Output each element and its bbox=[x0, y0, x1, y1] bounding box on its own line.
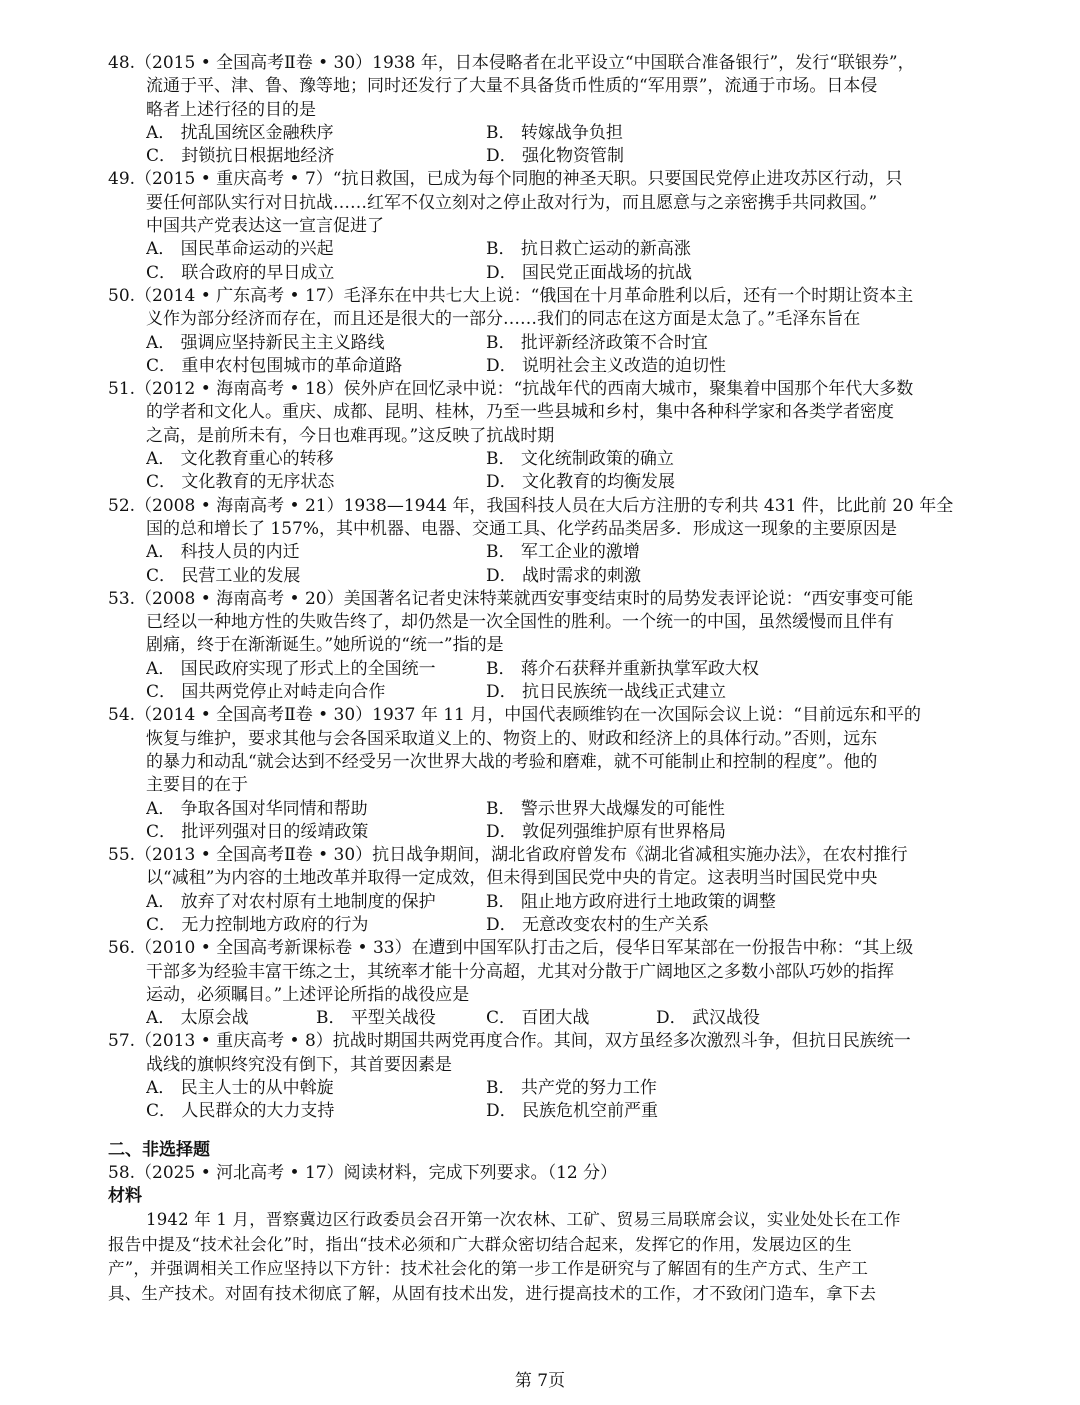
answer-option: D． 武汉战役 bbox=[656, 1008, 761, 1029]
option-list bbox=[108, 332, 978, 379]
question-stem-line: 的暴力和动乱“就会达到不经受另一次世界大战的考验和磨难，就不可能制止和控制的程度”。他的 bbox=[146, 751, 878, 772]
answer-option: C． 无力控制地方政府的行为 bbox=[146, 914, 369, 935]
question-stem-first-line: 51.（2012 • 海南高考 • 18）侯外庐在回忆录中说：“抗战年代的西南大城市，聚集着中国那个年代大多数 bbox=[108, 379, 914, 400]
answer-option: A． 扰乱国统区金融秩序 bbox=[146, 122, 334, 143]
option-list bbox=[108, 448, 978, 495]
question-item bbox=[108, 844, 978, 937]
question-item bbox=[108, 52, 978, 168]
answer-option: D． 无意改变农村的生产关系 bbox=[486, 914, 710, 935]
answer-option: A． 争取各国对华同情和帮助 bbox=[146, 798, 368, 819]
answer-option: D． 战时需求的刺激 bbox=[486, 565, 642, 586]
material-line: 具、生产技术。对固有技术彻底了解，从固有技术出发，进行提高技术的工作，才不致闭门造车，拿下去 bbox=[108, 1283, 877, 1303]
question-item bbox=[108, 704, 978, 844]
question-stem-first-line: 54.（2014 • 全国高考Ⅱ卷 • 30）1937 年 11 月，中国代表顾维钧在一次国际会议上说：“目前远东和平的 bbox=[108, 705, 921, 726]
question-stem-line: 恢复与维护，要求其他与会各国采取道义上的、物资上的、财政和经济上的具体行动。”否则，远东 bbox=[146, 728, 878, 749]
answer-option: D． 说明社会主义改造的迫切性 bbox=[486, 355, 727, 376]
question-item bbox=[108, 937, 978, 1030]
answer-option: A． 放弃了对农村原有土地制度的保护 bbox=[146, 891, 436, 912]
answer-option: B． 共产党的努力工作 bbox=[486, 1078, 657, 1099]
answer-option: C． 封锁抗日根据地经济 bbox=[146, 146, 335, 167]
question-stem-first-line: 53.（2008 • 海南高考 • 20）美国著名记者史沫特莱就西安事变结束时的局势发表评论说：“西安事变可能 bbox=[108, 588, 914, 609]
material-line: 1942 年 1 月，晋察冀边区行政委员会召开第一次农林、工矿、贸易三局联席会议，实业处处长在工作 bbox=[146, 1210, 901, 1230]
question-stem-first-line: 52.（2008 • 海南高考 • 21）1938—1944 年，我国科技人员在大后方注册的专利共 431 件，比此前 20 年全 bbox=[108, 495, 954, 516]
answer-option: B． 转嫁战争负担 bbox=[486, 122, 623, 143]
answer-option: C． 百团大战 bbox=[486, 1008, 590, 1029]
section-title: 二、非选择题 bbox=[108, 1139, 210, 1160]
question-stem-line: 略者上述行径的目的是 bbox=[146, 99, 316, 120]
answer-option: C． 民营工业的发展 bbox=[146, 565, 301, 586]
answer-option: D． 抗日民族统一战线正式建立 bbox=[486, 682, 727, 703]
material-line: 报告中提及“技术社会化”时，指出“技术必须和广大群众密切结合起来，发挥它的作用，发展边区的生 bbox=[108, 1234, 853, 1254]
question-stem-line: 中国共产党表达这一宣言促进了 bbox=[146, 216, 384, 237]
answer-option: C． 联合政府的早日成立 bbox=[146, 262, 335, 283]
answer-option: D． 强化物资管制 bbox=[486, 146, 625, 167]
answer-option: D． 文化教育的均衡发展 bbox=[486, 472, 676, 493]
question-content bbox=[108, 52, 978, 1306]
question-stem-line: 战线的旗帜终究没有倒下，其首要因素是 bbox=[146, 1054, 452, 1075]
question-stem-first-line: 56.（2010 • 全国高考新课标卷 • 33）在遭到中国军队打击之后，侵华日军某部在一份报告中称：“其上级 bbox=[108, 938, 914, 959]
answer-option: B． 军工企业的激增 bbox=[486, 542, 640, 563]
question-stem-line: 以“减租”为内容的土地改革并取得一定成效，但未得到国民党中央的肯定。这表明当时国民党中央 bbox=[146, 868, 878, 889]
answer-option: A． 国民政府实现了形式上的全国统一 bbox=[146, 658, 436, 679]
answer-option: B． 平型关战役 bbox=[316, 1008, 436, 1029]
question-item bbox=[108, 378, 978, 494]
question-stem-line: 流通于平、津、鲁、豫等地；同时还发行了大量不具备货币性质的“军用票”，流通于市场。日本侵 bbox=[146, 76, 878, 97]
answer-option: C． 重申农村包围城市的革命道路 bbox=[146, 355, 403, 376]
option-list bbox=[108, 1007, 978, 1030]
question-stem-line: 剧痛，终于在渐渐诞生。”她所说的“统一”指的是 bbox=[146, 635, 504, 656]
question-item bbox=[108, 285, 978, 378]
answer-option: D． 国民党正面战场的抗战 bbox=[486, 262, 693, 283]
answer-option: A． 国民革命运动的兴起 bbox=[146, 239, 334, 260]
answer-option: B． 阻止地方政府进行土地政策的调整 bbox=[486, 891, 776, 912]
answer-option: B． 文化统制政策的确立 bbox=[486, 449, 674, 470]
question-stem-line: 要任何部队实行对日抗战……红军不仅立刻对之停止敌对行为，而且愿意与之亲密携手共同救国。” bbox=[146, 192, 878, 213]
answer-option: A． 科技人员的内迁 bbox=[146, 542, 300, 563]
page-number: 第 7页 bbox=[514, 1371, 566, 1391]
material-line: 产”，并强调相关工作应坚持以下方针：技术社会化的第一步工作是研究与了解固有的生产方式、生产工 bbox=[108, 1259, 869, 1279]
answer-option: B． 警示世界大战爆发的可能性 bbox=[486, 798, 725, 819]
answer-option: A． 民主人士的从中斡旋 bbox=[146, 1078, 334, 1099]
question-stem-line: 主要目的在于 bbox=[146, 775, 248, 796]
option-list bbox=[108, 798, 978, 845]
question-stem-line: 的学者和文化人。重庆、成都、昆明、桂林，乃至一些县城和乡村，集中各种科学家和各类学者密度 bbox=[146, 402, 894, 423]
question-stem-line: 运动，必须瞩目。”上述评论所指的战役应是 bbox=[146, 984, 470, 1005]
question-58-stem: 58.（2025 • 河北高考 • 17）阅读材料，完成下列要求。（12 分） bbox=[108, 1162, 618, 1183]
answer-option: D． 敦促列强维护原有世界格局 bbox=[486, 821, 727, 842]
option-list bbox=[108, 122, 978, 169]
answer-option: B． 蒋介石获释并重新执掌军政大权 bbox=[486, 658, 759, 679]
answer-option: D． 民族危机空前严重 bbox=[486, 1101, 659, 1122]
material-label: 材料 bbox=[108, 1185, 142, 1206]
option-list bbox=[108, 238, 978, 285]
answer-option: A． 文化教育重心的转移 bbox=[146, 449, 334, 470]
question-stem-line: 义作为部分经济而存在，而且还是很大的一部分……我们的同志在这方面是太急了。”毛泽东旨在 bbox=[146, 309, 861, 330]
question-item bbox=[108, 495, 978, 588]
answer-option: C． 批评列强对日的绥靖政策 bbox=[146, 821, 369, 842]
question-stem-first-line: 48.（2015 • 全国高考Ⅱ卷 • 30）1938 年，日本侵略者在北平设立“中国联合准备银行”，发行“联银券”， bbox=[108, 53, 915, 73]
question-stem-first-line: 55.（2013 • 全国高考Ⅱ卷 • 30）抗日战争期间，湖北省政府曾发布《湖北省减租实施办法》，在农村推行 bbox=[108, 845, 908, 866]
question-stem-line: 已经以一种地方性的失败告终了，却仍然是一次全国性的胜利。一个统一的中国，虽然缓慢而且伴有 bbox=[146, 612, 894, 633]
material-text bbox=[108, 1208, 978, 1306]
answer-option: A． 太原会战 bbox=[146, 1008, 249, 1029]
option-list bbox=[108, 658, 978, 705]
answer-option: B． 抗日救亡运动的新高涨 bbox=[486, 239, 691, 260]
answer-option: C． 国共两党停止对峙走向合作 bbox=[146, 682, 386, 703]
option-list bbox=[108, 891, 978, 938]
answer-option: A． 强调应坚持新民主主义路线 bbox=[146, 332, 385, 353]
question-item bbox=[108, 1030, 978, 1123]
option-list bbox=[108, 1077, 978, 1124]
answer-option: C． 文化教育的无序状态 bbox=[146, 472, 335, 493]
question-stem-first-line: 57.（2013 • 重庆高考 • 8）抗战时期国共两党再度合作。其间，双方虽经多次激烈斗争，但抗日民族统一 bbox=[108, 1031, 911, 1052]
question-stem-line: 之高，是前所未有，今日也难再现。”这反映了抗战时期 bbox=[146, 425, 555, 446]
answer-option: B． 批评新经济政策不合时宜 bbox=[486, 332, 708, 353]
question-item bbox=[108, 168, 978, 284]
question-stem-line: 干部多为经验丰富干练之士，其统率才能十分高超，尤其对分散于广阔地区之多数小部队巧妙的指挥 bbox=[146, 961, 894, 982]
answer-option: C． 人民群众的大力支持 bbox=[146, 1101, 335, 1122]
question-item bbox=[108, 588, 978, 704]
question-stem-first-line: 49.（2015 • 重庆高考 • 7）“抗日救国，已成为每个同胞的神圣天职。只要国民党停止进攻苏区行动，只 bbox=[108, 169, 903, 190]
question-stem-first-line: 50.（2014 • 广东高考 • 17）毛泽东在中共七大上说：“俄国在十月革命胜利以后，还有一个时期让资本主 bbox=[108, 285, 914, 306]
multiple-choice-questions bbox=[108, 52, 978, 1124]
option-list bbox=[108, 541, 978, 588]
question-stem-line: 国的总和增长了 157%，其中机器、电器、交通工具、化学药品类居多．形成这一现象的主要原因是 bbox=[146, 518, 898, 539]
